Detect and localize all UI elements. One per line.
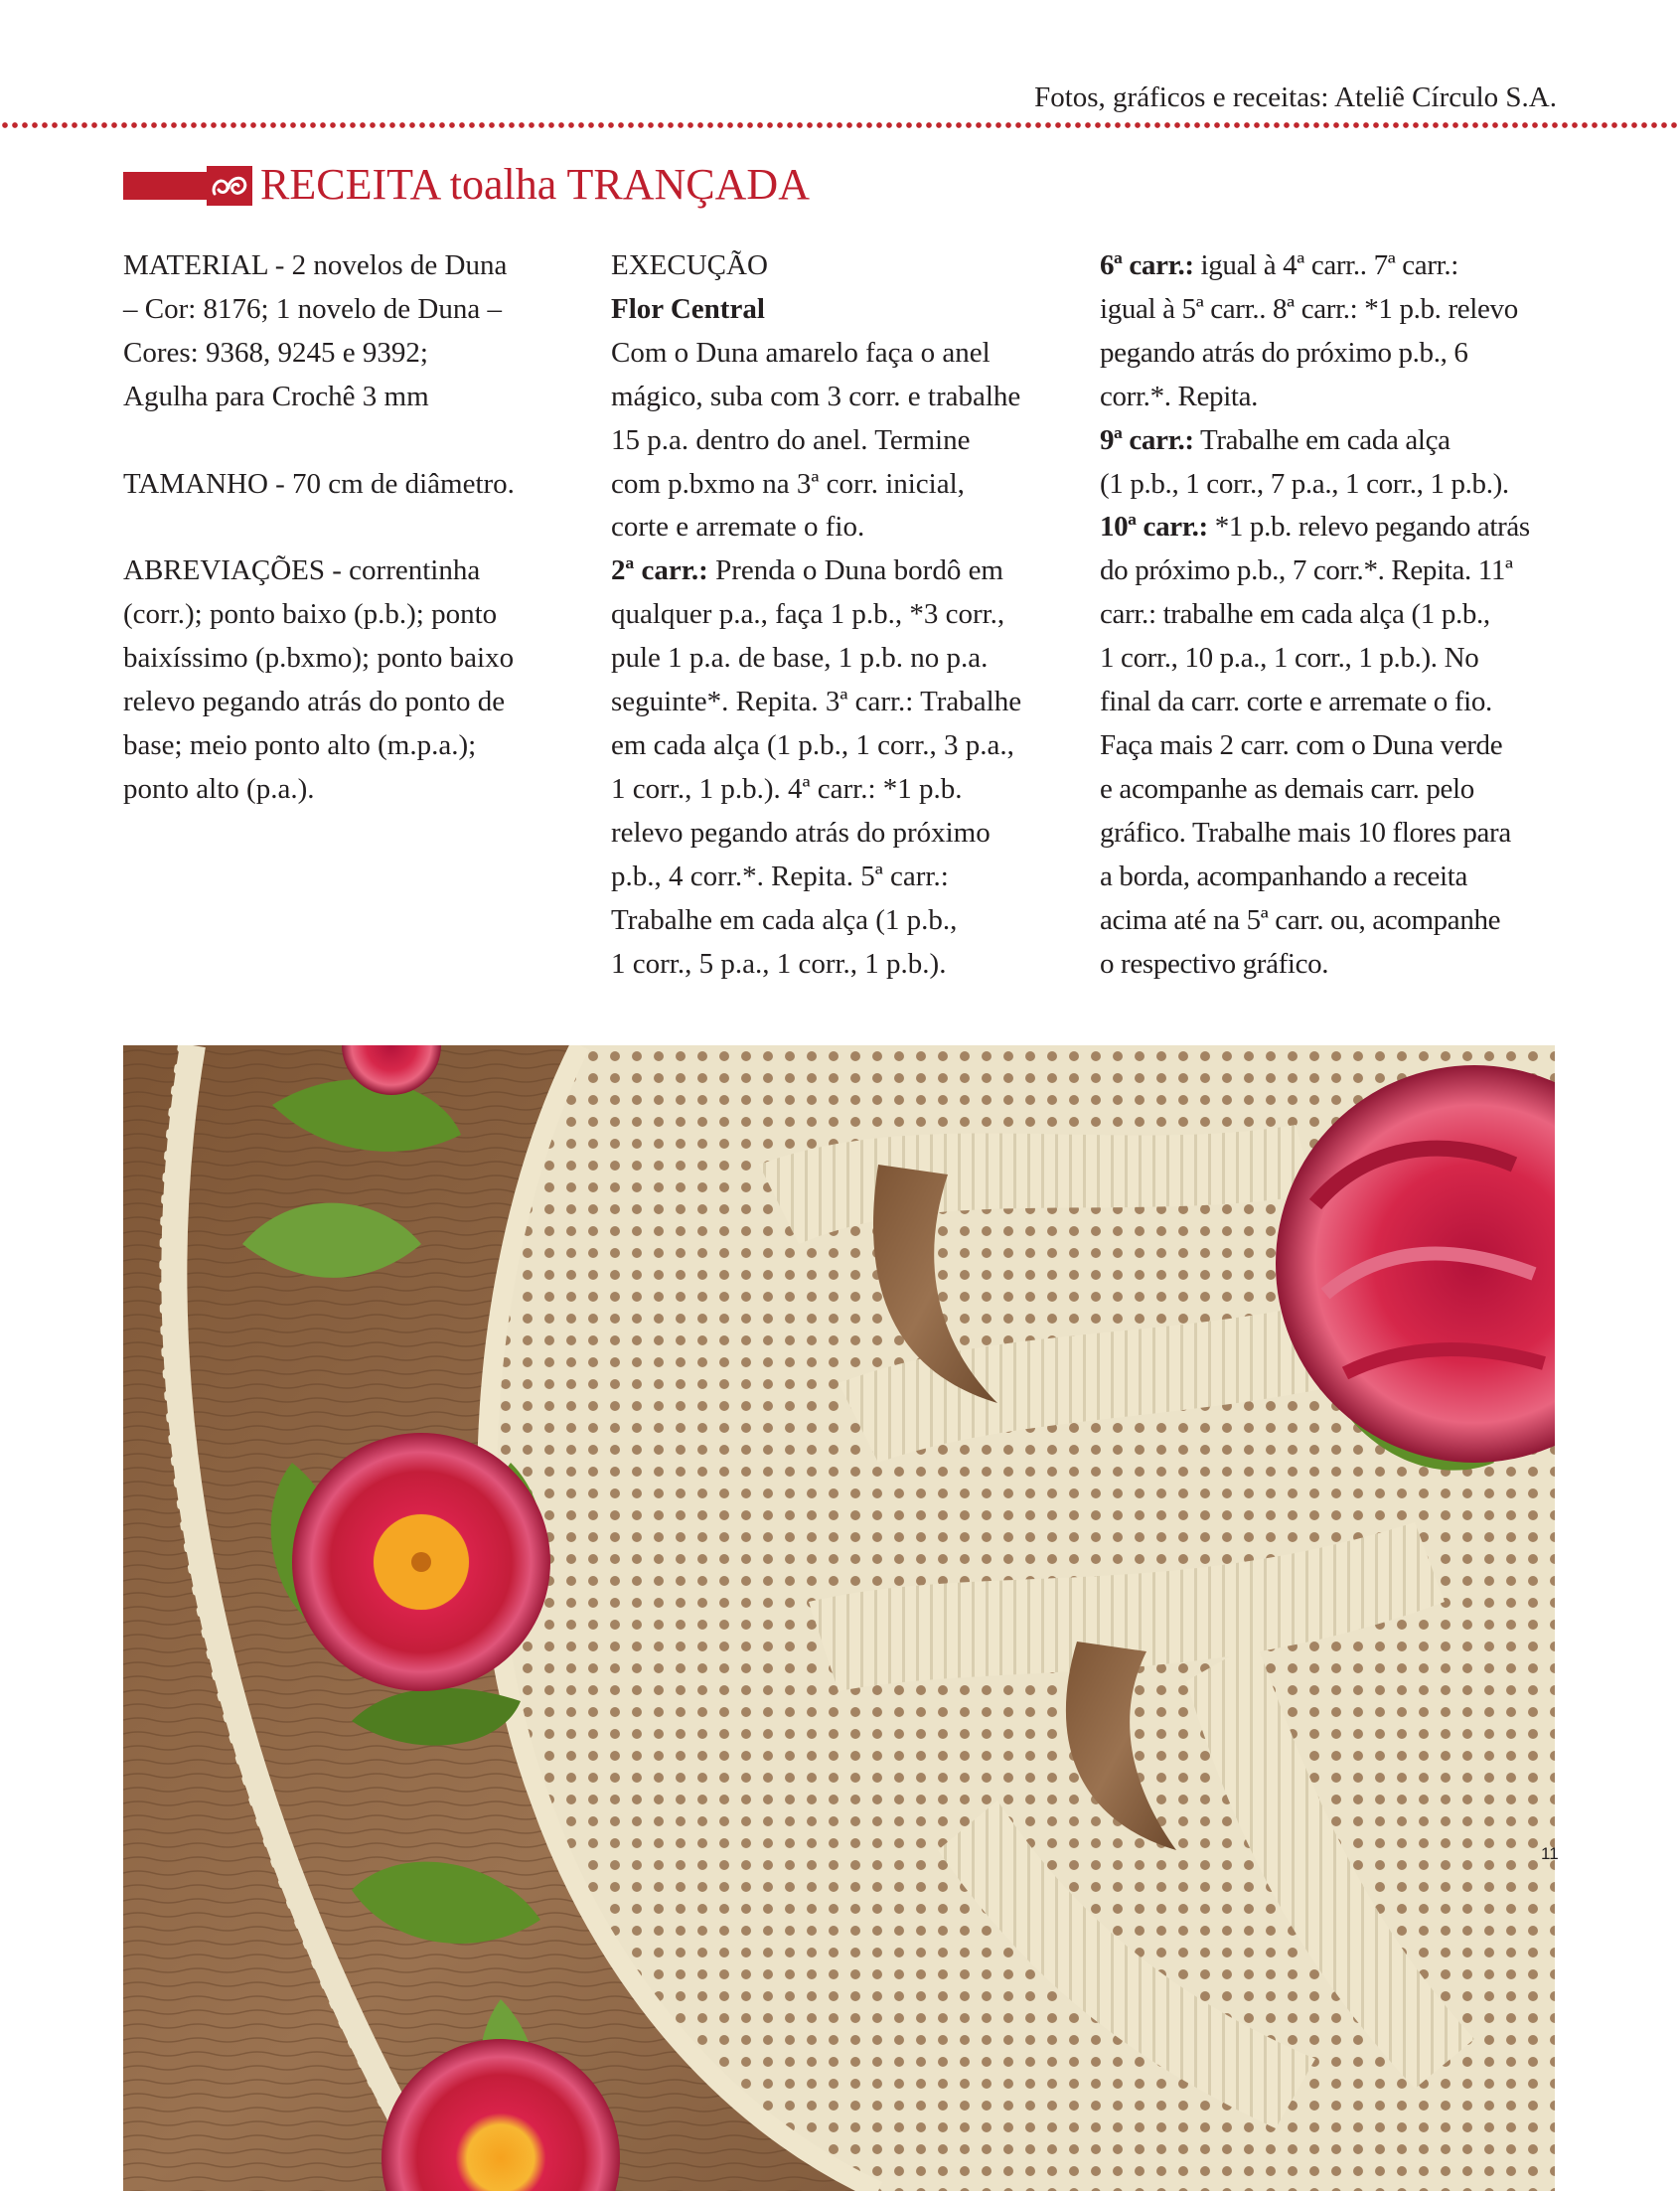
- round-label: 10ª carr.:: [1100, 511, 1208, 544]
- round-label: 6ª carr.:: [1100, 249, 1194, 281]
- text-line: 15 p.a. dentro do anel. Termine: [611, 423, 971, 456]
- material-paragraph: [123, 244, 580, 419]
- text-line: acima até na 5ª carr. ou, acompanhe: [1100, 903, 1501, 936]
- text-line: mágico, suba com 3 corr. e trabalhe: [611, 380, 1021, 412]
- text-line: corte e arremate o fio.: [611, 511, 865, 544]
- round-label: 9ª carr.:: [1100, 423, 1194, 456]
- page-title: RECEITA toalha TRANÇADA: [260, 160, 810, 209]
- text-line: [1100, 244, 1567, 288]
- text-line: a borda, acompanhando a receita: [1100, 860, 1467, 892]
- text-line: 1 corr., 10 p.a., 1 corr., 1 p.b.). No: [1100, 642, 1479, 675]
- text-line: qualquer p.a., faça 1 p.b., *3 corr.,: [611, 598, 1005, 631]
- subsection-heading: [611, 288, 1078, 332]
- ornament-icon: [207, 166, 252, 206]
- text-line: gráfico. Trabalhe mais 10 flores para: [1100, 816, 1511, 849]
- subheading-text: Flor Central: [611, 292, 765, 325]
- text-line: relevo pegando atrás do ponto de: [123, 686, 506, 718]
- text-line: baixíssimo (p.bxmo); ponto baixo: [123, 642, 515, 675]
- text-line: com p.bxmo na 3ª corr. inicial,: [611, 467, 965, 500]
- text-line: [1100, 506, 1567, 549]
- execution-column: [611, 244, 1078, 986]
- dotted-divider: [0, 121, 1680, 129]
- text-line: Faça mais 2 carr. com o Duna verde: [1100, 728, 1503, 761]
- text-line: Trabalhe em cada alça (1 p.b.,: [611, 903, 958, 936]
- text-line: em cada alça (1 p.b., 1 corr., 3 p.a.,: [611, 728, 1014, 761]
- text-line: corr.*. Repita.: [1100, 380, 1259, 412]
- text-line: ABREVIAÇÕES - correntinha: [123, 554, 481, 587]
- text-line: base; meio ponto alto (m.p.a.);: [123, 728, 477, 761]
- text-line: igual à 5ª carr.. 8ª carr.: *1 p.b. relevo: [1100, 292, 1518, 325]
- text-line: – Cor: 8176; 1 novelo de Duna –: [123, 292, 502, 325]
- section-heading: EXECUÇÃO: [611, 249, 768, 281]
- rounds-column: [1100, 244, 1567, 986]
- photo-credit: Fotos, gráficos e receitas: Ateliê Círculo S.A.: [1034, 81, 1557, 113]
- crochet-tablecloth-photo: [123, 1045, 1555, 2191]
- round-text: Prenda o Duna bordô em: [707, 554, 1003, 587]
- text-line: 1 corr., 5 p.a., 1 corr., 1 p.b.).: [611, 947, 947, 980]
- text-line: carr.: trabalhe em cada alça (1 p.b.,: [1100, 598, 1490, 631]
- text-line: relevo pegando atrás do próximo: [611, 816, 991, 849]
- text-line: [1100, 419, 1567, 463]
- text-line: [611, 549, 1078, 593]
- text-line: seguinte*. Repita. 3ª carr.: Trabalhe: [611, 686, 1022, 718]
- text-line: (corr.); ponto baixo (p.b.); ponto: [123, 598, 498, 631]
- abbreviations-paragraph: [123, 549, 580, 811]
- round-text: *1 p.b. relevo pegando atrás: [1207, 511, 1530, 544]
- text-line: Com o Duna amarelo faça o anel: [611, 336, 991, 369]
- text-line: do próximo p.b., 7 corr.*. Repita. 11ª: [1100, 554, 1513, 587]
- text-line: e acompanhe as demais carr. pelo: [1100, 772, 1474, 805]
- title-accent-bar: [123, 172, 211, 200]
- text-line: final da carr. corte e arremate o fio.: [1100, 686, 1492, 718]
- round-text: Trabalhe em cada alça: [1193, 423, 1451, 456]
- size-paragraph: [123, 463, 580, 507]
- page-number: 11: [1541, 1844, 1559, 1863]
- text-line: pule 1 p.a. de base, 1 p.b. no p.a.: [611, 642, 989, 675]
- round-text: igual à 4ª carr.. 7ª carr.:: [1193, 249, 1458, 281]
- text-line: pegando atrás do próximo p.b., 6: [1100, 336, 1468, 369]
- text-line: Agulha para Crochê 3 mm: [123, 380, 429, 412]
- materials-column: [123, 244, 580, 812]
- text-line: TAMANHO - 70 cm de diâmetro.: [123, 467, 515, 500]
- text-line: p.b., 4 corr.*. Repita. 5ª carr.:: [611, 860, 949, 892]
- text-line: ponto alto (p.a.).: [123, 772, 315, 805]
- text-line: o respectivo gráfico.: [1100, 947, 1329, 980]
- round-label: 2ª carr.:: [611, 554, 708, 587]
- text-line: (1 p.b., 1 corr., 7 p.a., 1 corr., 1 p.b.).: [1100, 467, 1509, 500]
- text-line: Cores: 9368, 9245 e 9392;: [123, 336, 428, 369]
- text-line: MATERIAL - 2 novelos de Duna: [123, 249, 508, 281]
- photo-illustration: [123, 1045, 1555, 2191]
- text-line: 1 corr., 1 p.b.). 4ª carr.: *1 p.b.: [611, 772, 963, 805]
